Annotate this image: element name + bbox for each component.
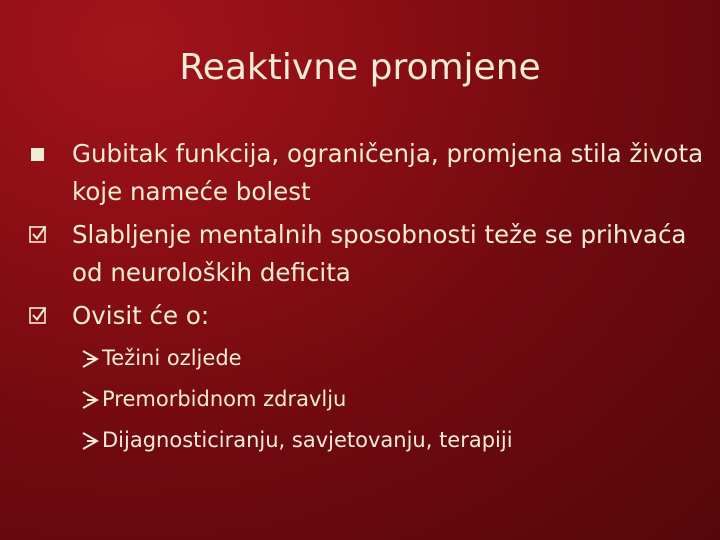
arrow-bullet-icon	[80, 390, 100, 410]
slide-body	[28, 135, 708, 466]
sub-bullet-item	[80, 425, 708, 455]
checkbox-bullet-icon	[28, 297, 72, 335]
square-bullet-icon	[28, 135, 72, 173]
arrow-bullet-icon	[80, 431, 100, 451]
bullet-item	[28, 135, 708, 211]
bullet-item-text: Slabljenje mentalnih sposobnosti teže se prihvaća od neuroloških deficita	[72, 220, 687, 287]
checkbox-bullet-icon	[28, 216, 72, 254]
bullet-item-text: Ovisit će o:	[72, 301, 210, 330]
sub-bullet-text: Premorbidnom zdravlju	[102, 387, 347, 411]
slide-title: Reaktivne promjene	[179, 47, 541, 88]
bullet-item	[28, 216, 708, 292]
arrow-bullet-icon	[80, 349, 100, 369]
sub-bullet-item	[80, 343, 708, 373]
bullet-item-text: Gubitak funkcija, ograničenja, promjena stila života koje nameće bolest	[72, 139, 704, 206]
bullet-item	[28, 297, 708, 335]
sub-bullet-item	[80, 384, 708, 414]
sub-bullet-text: Težini ozljede	[102, 346, 242, 370]
sub-bullet-text: Dijagnosticiranju, savjetovanju, terapiji	[102, 428, 513, 452]
sub-bullet-list	[80, 343, 708, 455]
